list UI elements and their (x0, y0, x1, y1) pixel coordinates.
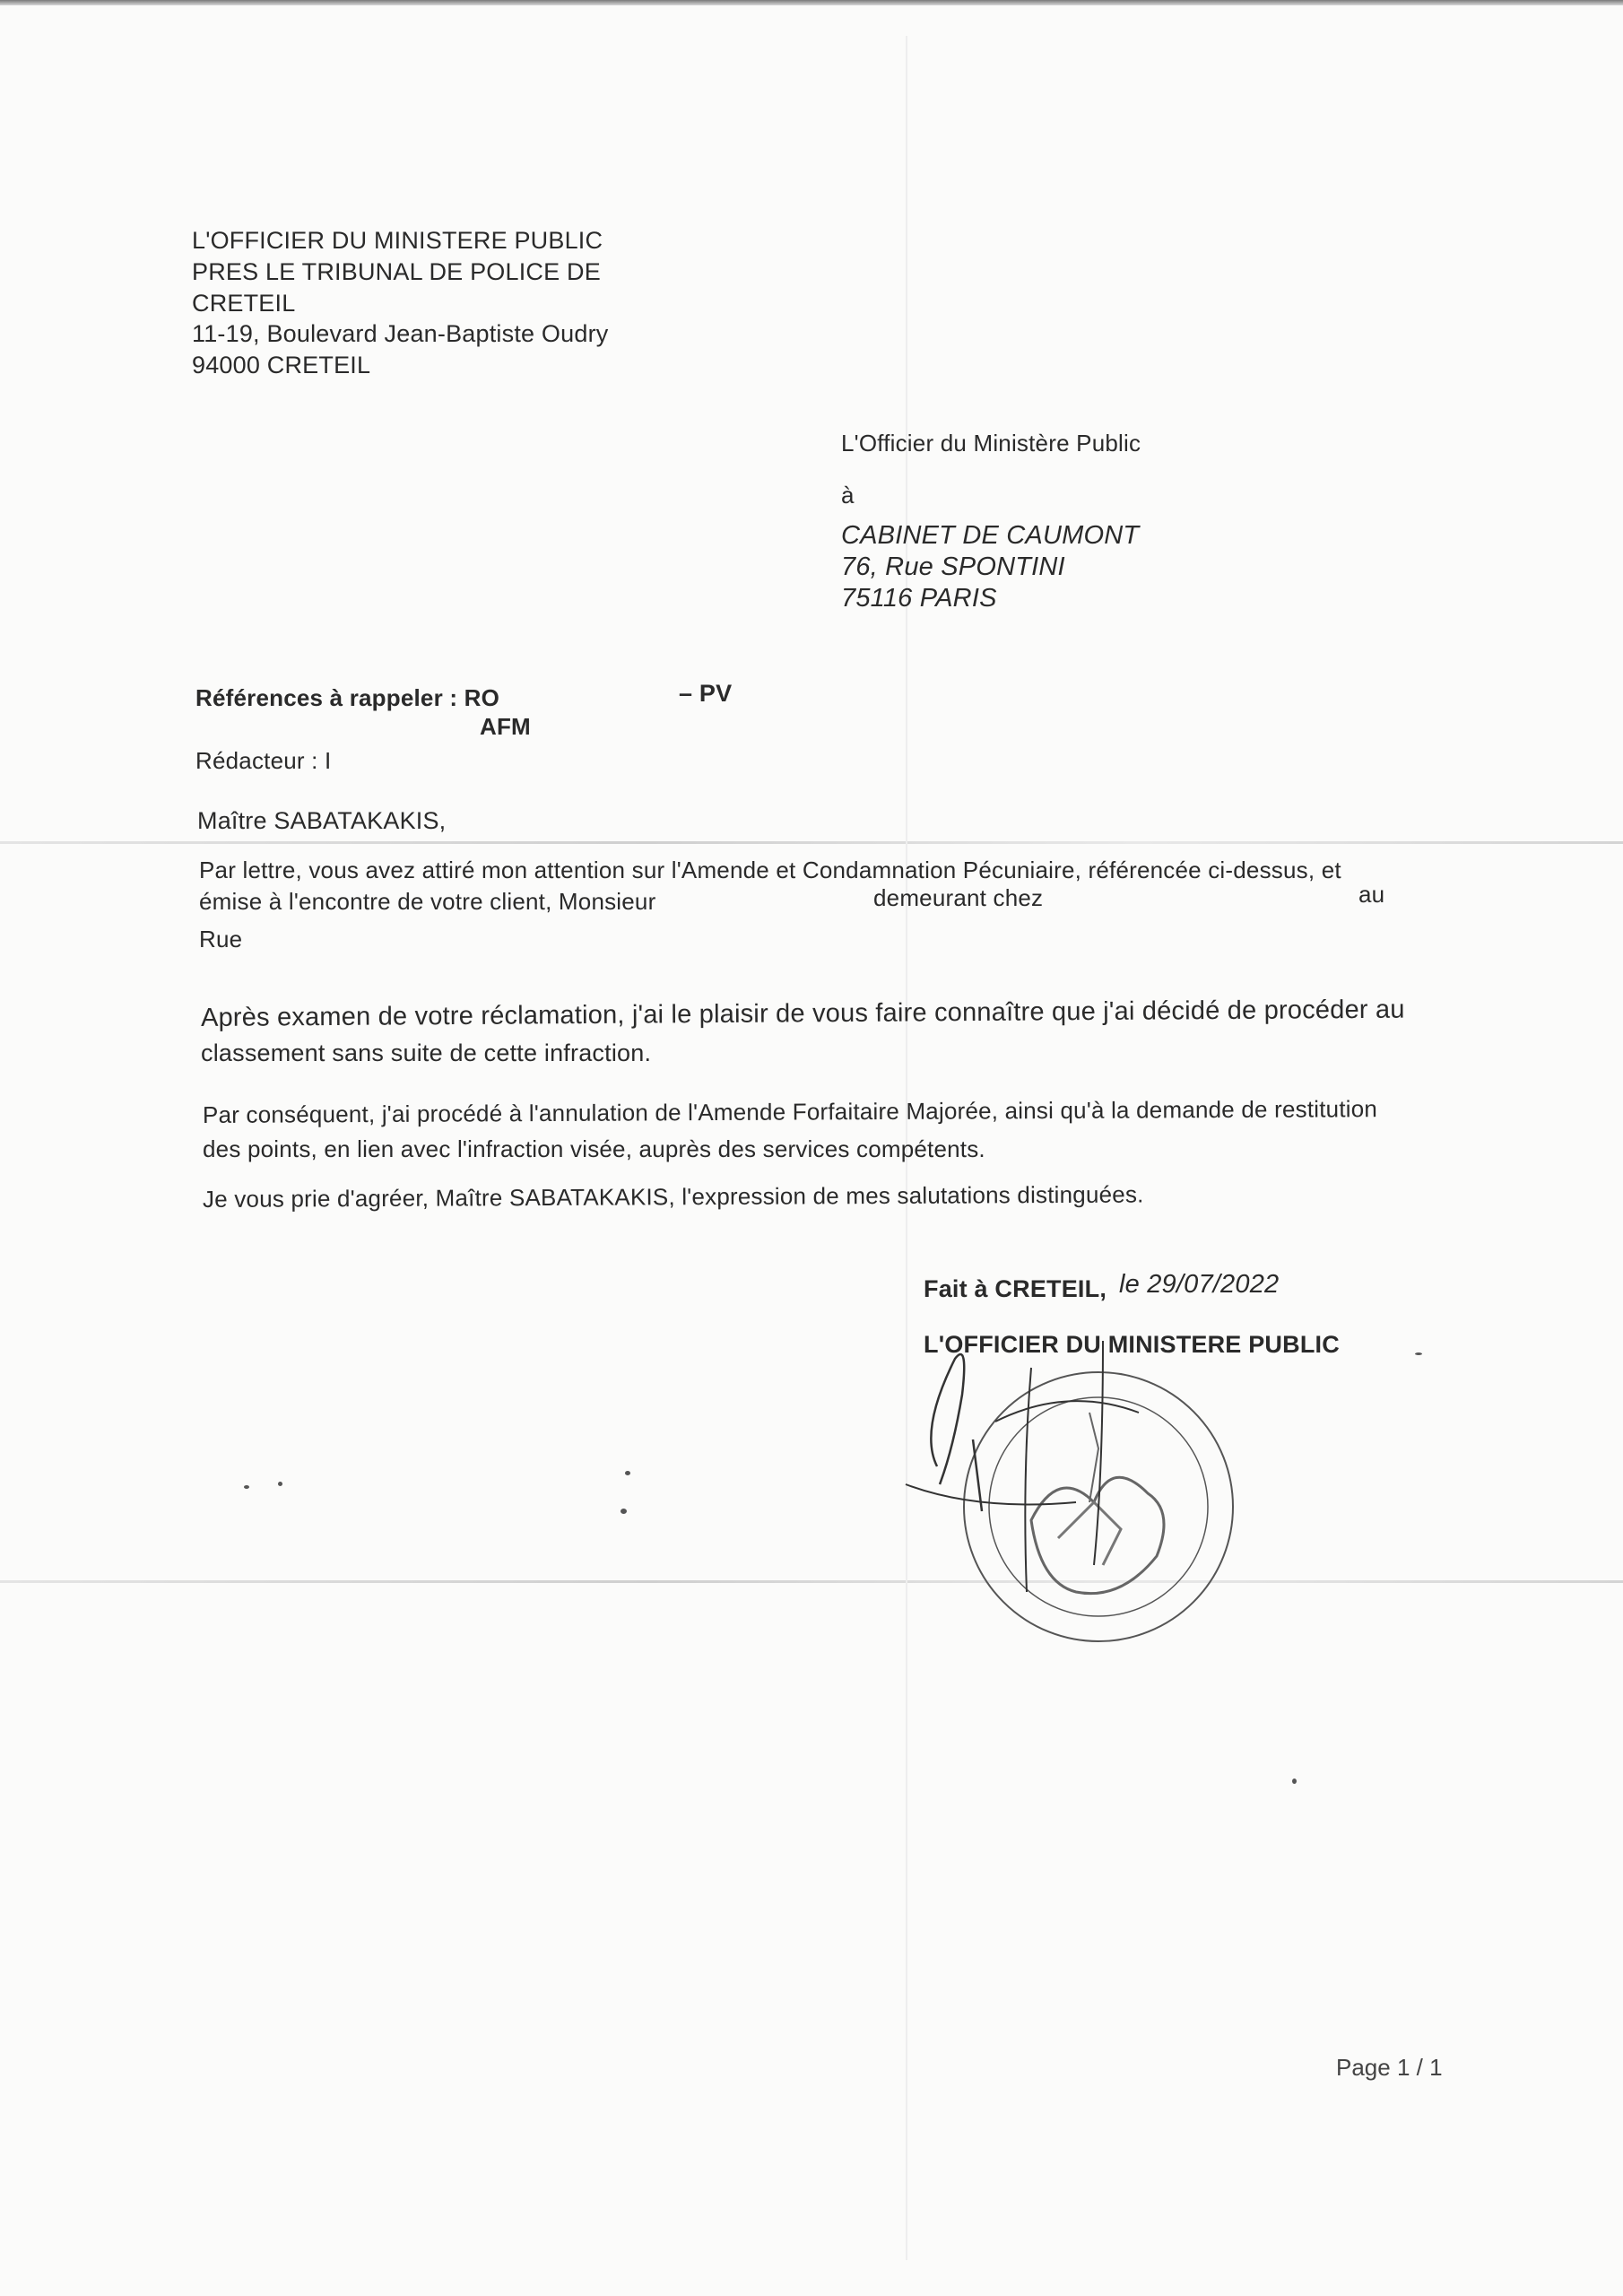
recipient-name: CABINET DE CAUMONT (841, 521, 1140, 550)
scan-speck (625, 1471, 630, 1475)
signature-place: Fait à CRETEIL, (924, 1275, 1107, 1302)
paragraph-line: classement sans suite de cette infraction. (201, 1039, 652, 1066)
recipient-from: L'Officier du Ministère Public (841, 430, 1141, 457)
paragraph-line: demeurant chez (873, 884, 1044, 911)
signature-title: L'OFFICIER DU MINISTERE PUBLIC (924, 1331, 1340, 1358)
official-seal-stamp (888, 1314, 1282, 1655)
paragraph-line: au (1358, 881, 1385, 908)
paragraph-line: Après examen de votre réclamation, j'ai le plaisir de vous faire connaître que j'ai décidé de procéder au (200, 995, 1405, 1032)
paragraph-line: Rue (199, 926, 243, 952)
recipient-street: 76, Rue SPONTINI (841, 552, 1065, 581)
page-number: Page 1 / 1 (1336, 2054, 1443, 2081)
paragraph-line: des points, en lien avec l'infraction visée, auprès des services compétents. (203, 1135, 985, 1162)
scan-edge (0, 0, 1623, 5)
sender-line: L'OFFICIER DU MINISTERE PUBLIC (192, 227, 603, 254)
paragraph-line: Par lettre, vous avez attiré mon attention sur l'Amende et Condamnation Pécuniaire, référencée ci-dessus, et (199, 857, 1341, 883)
references-pv: – PV (679, 680, 733, 707)
scan-speck (1415, 1352, 1422, 1355)
fold-line (0, 841, 1623, 844)
sender-line: 11-19, Boulevard Jean-Baptiste Oudry (192, 320, 609, 347)
scan-speck (621, 1509, 627, 1514)
scan-speck (244, 1485, 249, 1489)
recipient-city: 75116 PARIS (841, 584, 997, 613)
salutation: Maître SABATAKAKIS, (197, 807, 447, 834)
sender-line: 94000 CRETEIL (192, 352, 371, 378)
signature-date: le 29/07/2022 (1119, 1270, 1280, 1299)
scan-speck (278, 1482, 282, 1486)
paragraph-line: émise à l'encontre de votre client, Monsieur (199, 888, 656, 915)
recipient-to: à (841, 482, 855, 509)
sender-line: CRETEIL (192, 290, 296, 317)
redacteur: Rédacteur : I (195, 747, 332, 774)
fold-line (0, 1580, 1623, 1583)
sender-line: PRES LE TRIBUNAL DE POLICE DE (192, 258, 601, 285)
closing-line: Je vous prie d'agréer, Maître SABATAKAKIS, l'expression de mes salutations distinguées. (202, 1180, 1144, 1213)
scan-speck (1292, 1779, 1297, 1784)
references-afm: AFM (480, 713, 531, 740)
references-label: Références à rappeler : RO (195, 684, 500, 711)
paragraph-line: Par conséquent, j'ai procédé à l'annulation de l'Amende Forfaitaire Majorée, ainsi qu'à la demande de restitution (202, 1095, 1378, 1128)
